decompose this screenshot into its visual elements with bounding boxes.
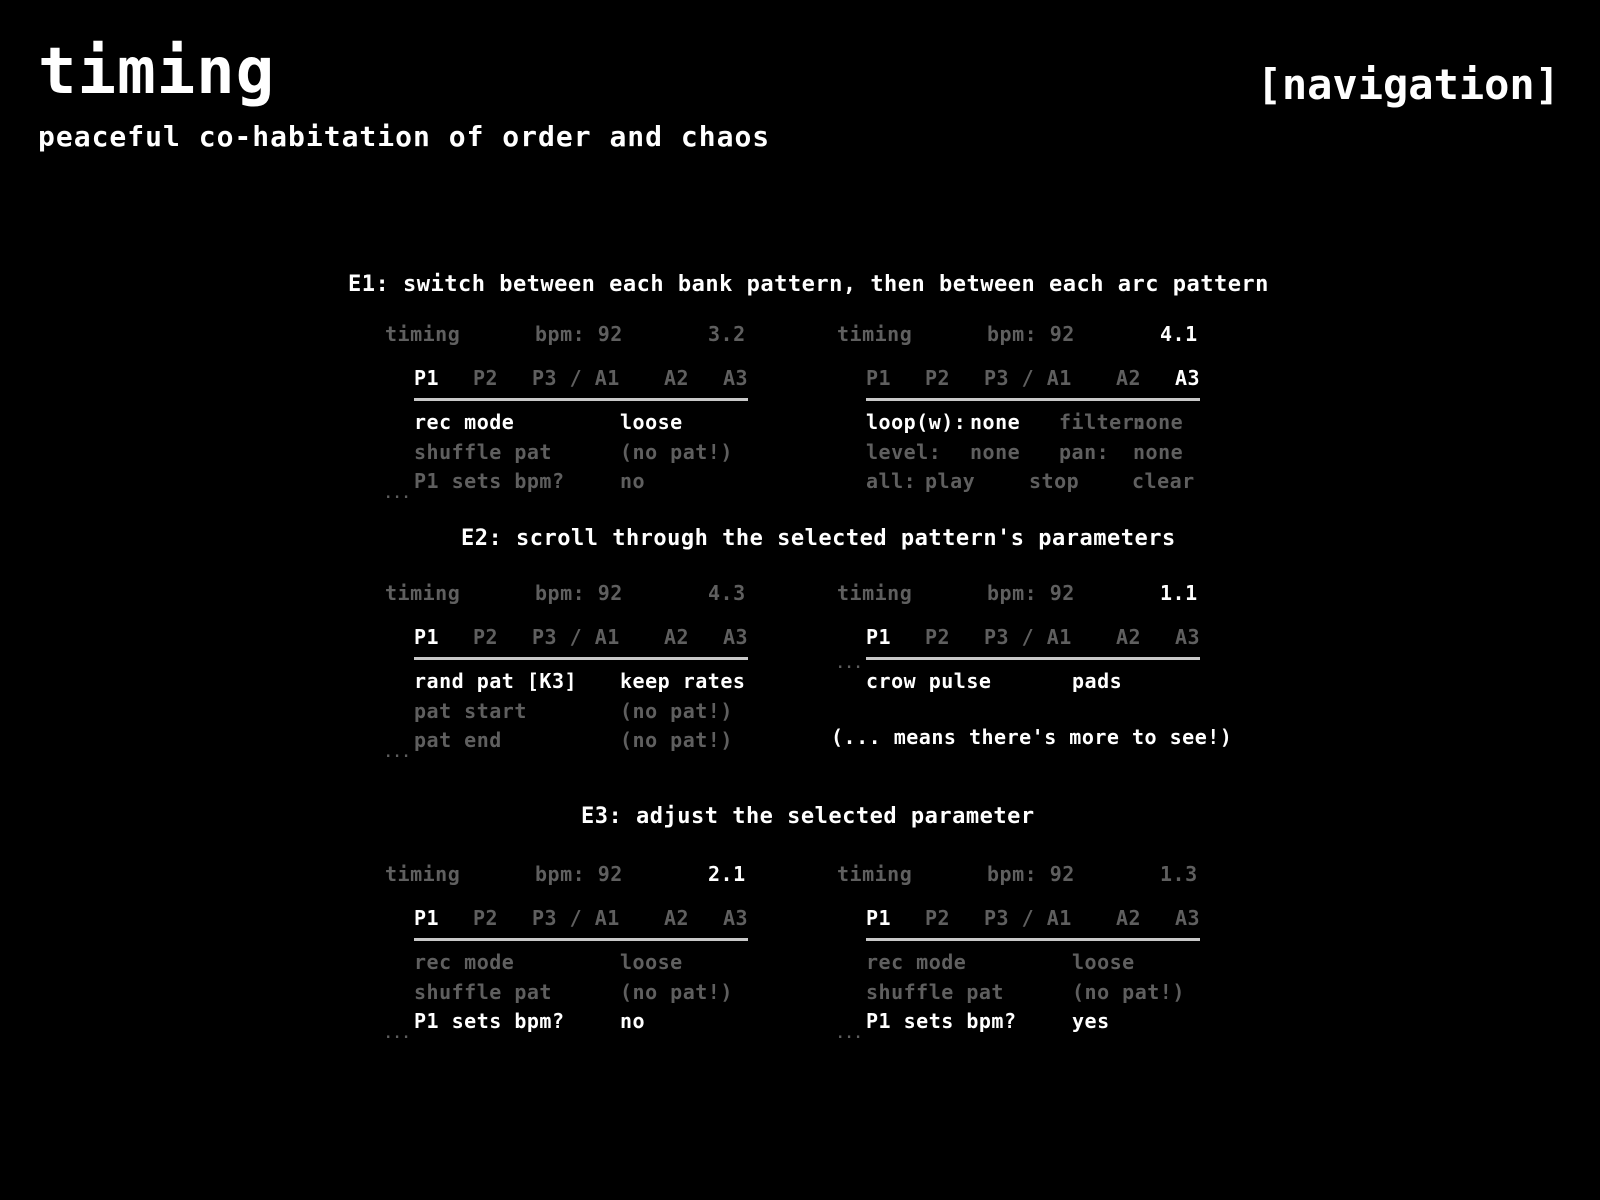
tab-a3[interactable]: A3 [723, 625, 749, 649]
arc-param-label: all: [866, 469, 917, 493]
screen-bpm: bpm: 92 [535, 862, 623, 886]
tab-a2[interactable]: A2 [664, 625, 690, 649]
tab-p2[interactable]: P2 [473, 906, 499, 930]
screen-position: 1.3 [1160, 862, 1198, 886]
arc-param-value: none [1133, 440, 1184, 464]
more-indicator: ... [836, 1026, 863, 1042]
param-value: (no pat!) [620, 980, 733, 1004]
screen-position: 1.1 [1160, 581, 1198, 605]
arc-param-value: none [1133, 410, 1184, 434]
tab-a2[interactable]: A2 [1116, 625, 1142, 649]
section-heading-e3: E3: adjust the selected parameter [581, 804, 1035, 829]
arc-param-value: play [925, 469, 976, 493]
screen-app-name: timing [837, 322, 913, 346]
screen-position: 4.1 [1160, 322, 1198, 346]
param-label: shuffle pat [414, 440, 552, 464]
tab-p2[interactable]: P2 [473, 366, 499, 390]
param-label: P1 sets bpm? [866, 1009, 1017, 1033]
page-subtitle: peaceful co-habitation of order and chaos [38, 120, 771, 153]
param-label: rec mode [414, 410, 515, 434]
tab-p3-a1[interactable]: P3 / A1 [984, 906, 1072, 930]
tab-underline [414, 657, 748, 660]
param-label: P1 sets bpm? [414, 1009, 565, 1033]
tab-underline [414, 938, 748, 941]
tab-a2[interactable]: A2 [1116, 366, 1142, 390]
param-label: pat end [414, 728, 502, 752]
screen-position: 4.3 [708, 581, 746, 605]
tab-a3[interactable]: A3 [1175, 366, 1201, 390]
param-value: (no pat!) [620, 728, 733, 752]
tab-p3-a1[interactable]: P3 / A1 [532, 906, 620, 930]
tab-a3[interactable]: A3 [1175, 625, 1201, 649]
screen-bpm: bpm: 92 [535, 581, 623, 605]
arc-param-value: clear [1132, 469, 1195, 493]
param-label: shuffle pat [866, 980, 1004, 1004]
tab-a3[interactable]: A3 [723, 366, 749, 390]
tab-a2[interactable]: A2 [664, 366, 690, 390]
param-value: no [620, 469, 646, 493]
param-value: pads [1072, 669, 1123, 693]
tab-p2[interactable]: P2 [925, 366, 951, 390]
arc-param-value: none [970, 440, 1021, 464]
tab-underline [866, 657, 1200, 660]
tab-underline [866, 938, 1200, 941]
param-label: rand pat [K3] [414, 669, 578, 693]
param-value: no [620, 1009, 646, 1033]
param-value: loose [620, 410, 683, 434]
param-value: (no pat!) [620, 440, 733, 464]
param-value: yes [1072, 1009, 1110, 1033]
param-label: shuffle pat [414, 980, 552, 1004]
tab-a2[interactable]: A2 [664, 906, 690, 930]
arc-param-label: filter: [1059, 410, 1147, 434]
param-label: crow pulse [866, 669, 992, 693]
tab-a3[interactable]: A3 [1175, 906, 1201, 930]
tab-p1[interactable]: P1 [414, 625, 440, 649]
more-indicator: ... [836, 656, 863, 672]
screen-position: 3.2 [708, 322, 746, 346]
tab-a3[interactable]: A3 [723, 906, 749, 930]
tab-p3-a1[interactable]: P3 / A1 [984, 625, 1072, 649]
param-value: keep rates [620, 669, 746, 693]
screen-app-name: timing [837, 862, 913, 886]
param-label: rec mode [866, 950, 967, 974]
param-value: (no pat!) [620, 699, 733, 723]
page-title: timing [38, 35, 276, 109]
tab-a2[interactable]: A2 [1116, 906, 1142, 930]
param-label: rec mode [414, 950, 515, 974]
tab-p2[interactable]: P2 [925, 625, 951, 649]
tab-p2[interactable]: P2 [925, 906, 951, 930]
param-label: pat start [414, 699, 527, 723]
arc-param-label: pan: [1059, 440, 1110, 464]
tab-p1[interactable]: P1 [414, 906, 440, 930]
screen-app-name: timing [385, 862, 461, 886]
tab-p1[interactable]: P1 [866, 625, 892, 649]
arc-param-label: loop(w): [866, 410, 967, 434]
more-indicator: ... [384, 745, 411, 761]
param-value: loose [620, 950, 683, 974]
tab-p1[interactable]: P1 [866, 906, 892, 930]
arc-param-label: level: [866, 440, 942, 464]
param-value: (no pat!) [1072, 980, 1185, 1004]
screen-bpm: bpm: 92 [535, 322, 623, 346]
arc-param-value: stop [1029, 469, 1080, 493]
param-value: loose [1072, 950, 1135, 974]
screen-app-name: timing [837, 581, 913, 605]
param-label: P1 sets bpm? [414, 469, 565, 493]
screen-bpm: bpm: 92 [987, 322, 1075, 346]
more-to-see-note: (... means there's more to see!) [831, 725, 1233, 749]
tab-p3-a1[interactable]: P3 / A1 [532, 366, 620, 390]
arc-param-value: none [970, 410, 1021, 434]
tab-underline [866, 398, 1200, 401]
more-indicator: ... [384, 486, 411, 502]
screen-position: 2.1 [708, 862, 746, 886]
tab-underline [414, 398, 748, 401]
tab-p1[interactable]: P1 [866, 366, 892, 390]
tab-p3-a1[interactable]: P3 / A1 [984, 366, 1072, 390]
tab-p2[interactable]: P2 [473, 625, 499, 649]
screen-bpm: bpm: 92 [987, 581, 1075, 605]
tab-p1[interactable]: P1 [414, 366, 440, 390]
screen-app-name: timing [385, 581, 461, 605]
tab-p3-a1[interactable]: P3 / A1 [532, 625, 620, 649]
section-heading-e2: E2: scroll through the selected pattern's parameters [461, 526, 1176, 551]
navigation-link[interactable]: [navigation] [1256, 60, 1560, 109]
section-heading-e1: E1: switch between each bank pattern, then between each arc pattern [348, 272, 1269, 297]
screen-app-name: timing [385, 322, 461, 346]
screen-bpm: bpm: 92 [987, 862, 1075, 886]
more-indicator: ... [384, 1026, 411, 1042]
